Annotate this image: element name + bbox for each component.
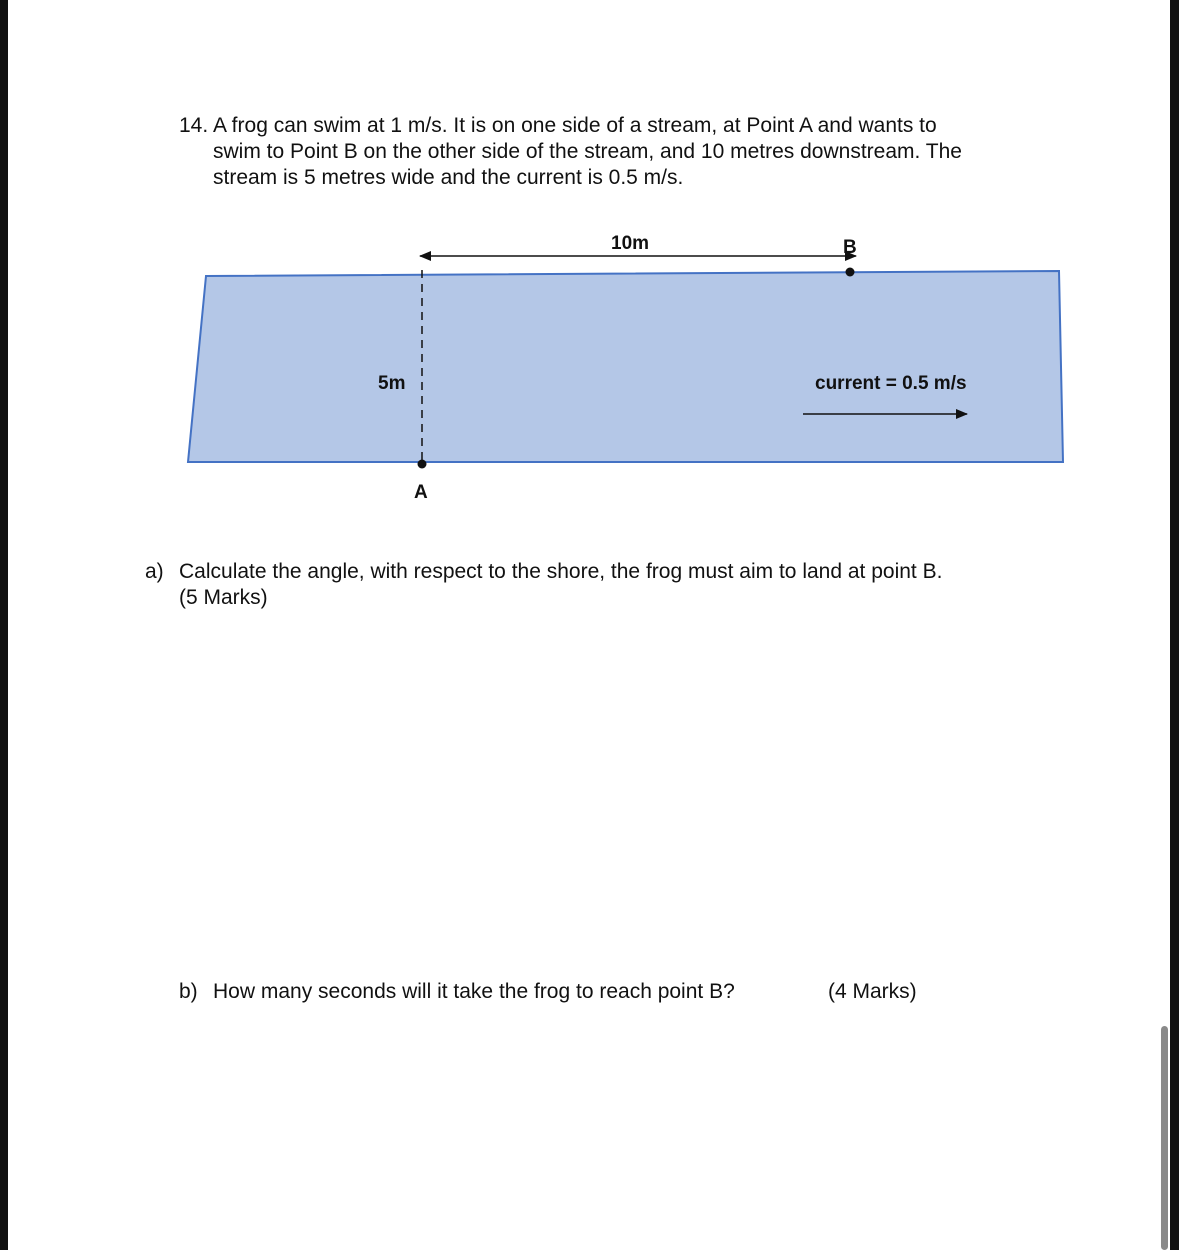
stream-diagram xyxy=(0,0,1179,520)
current-label: current = 0.5 m/s xyxy=(815,373,967,394)
stream-width-label: 5m xyxy=(378,373,406,394)
part-a-question: Calculate the angle, with respect to the shore, the frog must aim to land at point B. xyxy=(179,560,943,583)
question-text-line-1: A frog can swim at 1 m/s. It is on one side of a stream, at Point A and wants to xyxy=(213,114,937,137)
part-a-label: a) xyxy=(145,560,164,583)
part-b-question: How many seconds will it take the frog to reach point B? xyxy=(213,980,735,1003)
part-a-marks: (5 Marks) xyxy=(179,586,268,609)
stream-water xyxy=(188,271,1063,462)
question-text-line-3: stream is 5 metres wide and the current is 0.5 m/s. xyxy=(213,166,684,189)
point-b-label: B xyxy=(843,237,857,258)
scrollbar-thumb[interactable] xyxy=(1161,1026,1168,1250)
point-b-marker xyxy=(846,268,855,277)
part-b-label: b) xyxy=(179,980,198,1003)
question-text-line-2: swim to Point B on the other side of the stream, and 10 metres downstream. The xyxy=(213,140,962,163)
question-number: 14. xyxy=(179,114,209,137)
point-a-marker xyxy=(418,460,427,469)
point-a-label: A xyxy=(414,482,428,503)
part-b-marks: (4 Marks) xyxy=(828,980,917,1003)
downstream-distance-label: 10m xyxy=(611,233,650,254)
